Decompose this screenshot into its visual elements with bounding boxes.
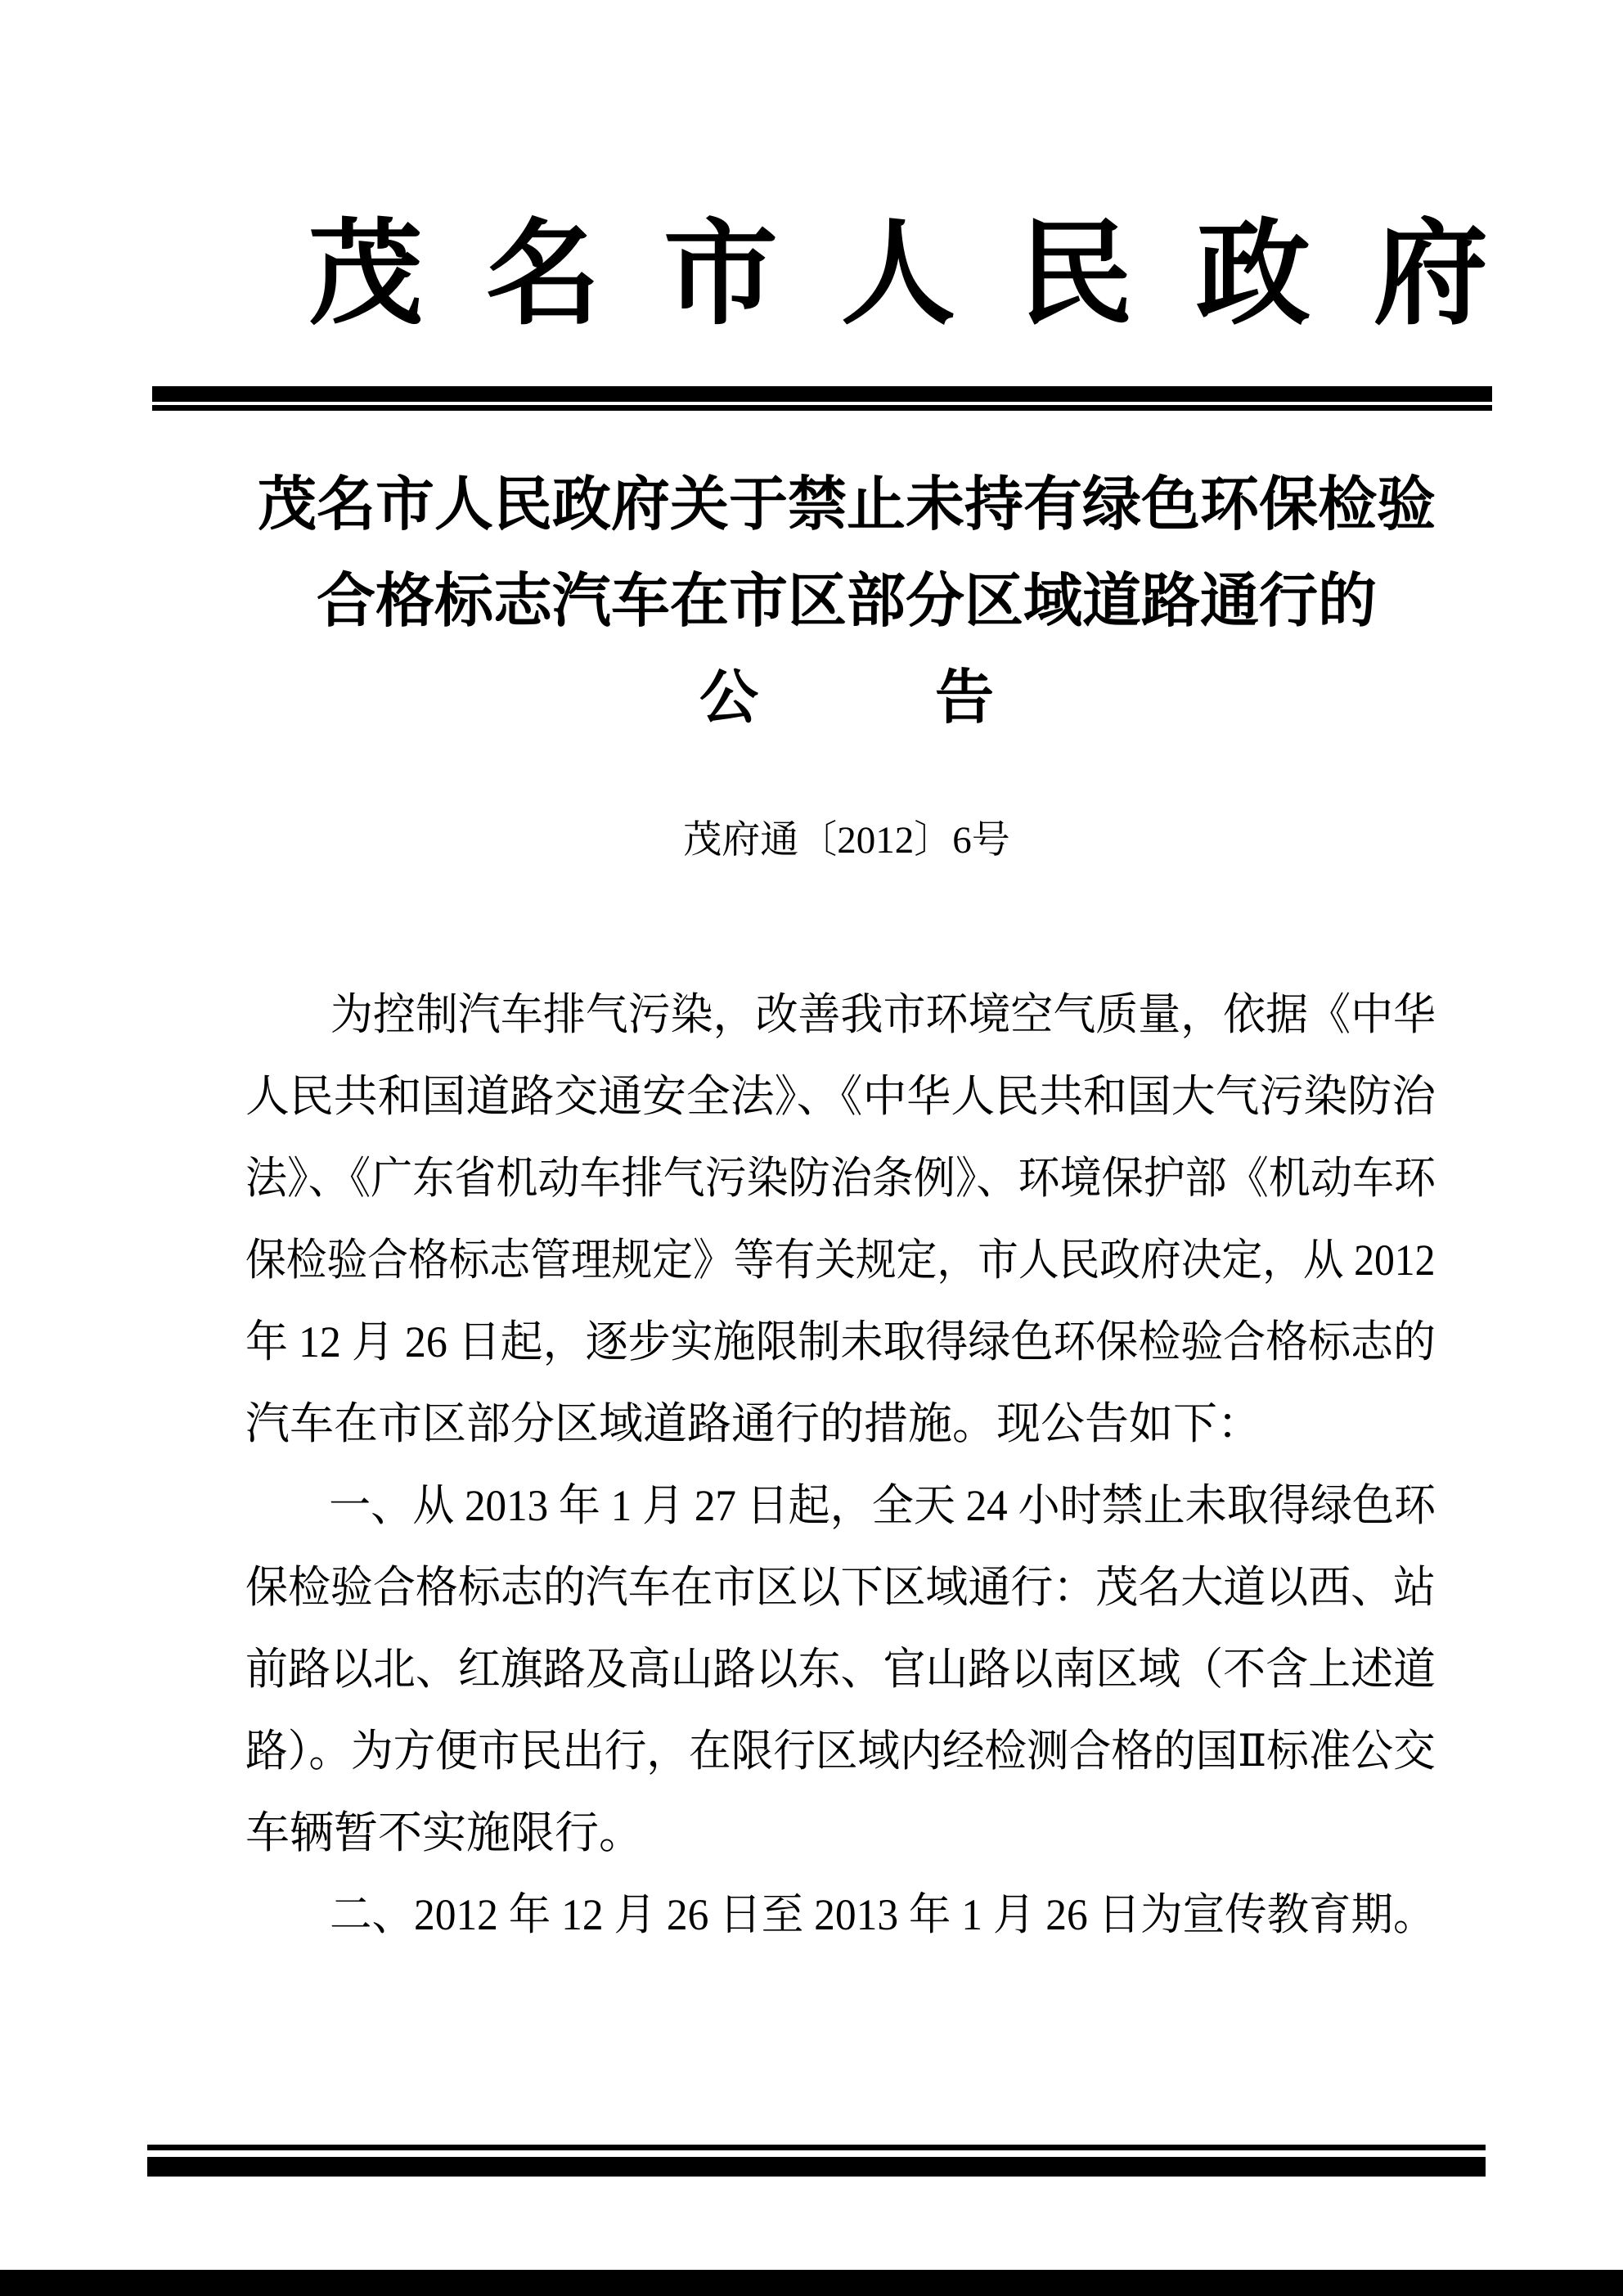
body-line: 车辆暂不实施限行。 <box>245 1808 643 1857</box>
body-line: 法》、《广东省机动车排气污染防治条例》、环境保护部《机动车环 <box>245 1154 1436 1203</box>
footer-rule-thick <box>147 2157 1486 2177</box>
doc-title-line-2: 合格标志汽车在市区部分区域道路通行的 <box>316 569 1377 634</box>
doc-title-line-1: 茂名市人民政府关于禁止未持有绿色环保检验 <box>257 472 1436 538</box>
body-line: 一、从 2013 年 1 月 27 日起，全天 24 小时禁止未取得绿色环 <box>329 1481 1436 1530</box>
doc-title-announcement-word: 公 告 <box>699 665 994 731</box>
document-title <box>245 457 1448 746</box>
body-line: 前路以北、红旗路及高山路以东、官山路以南区域（不含上述道 <box>245 1645 1436 1694</box>
masthead-double-rule <box>152 386 1492 411</box>
document-reference-number: 茂府通〔2012〕6号 <box>683 819 1010 862</box>
body-line: 汽车在市区部分区域道路通行的措施。现公告如下： <box>245 1399 1261 1448</box>
body-text <box>245 974 1436 1956</box>
scan-edge-artifact <box>0 2270 1623 2296</box>
body-line: 二、2012 年 12 月 26 日至 2013 年 1 月 26 日为宣传教育期。 <box>329 1890 1436 1939</box>
body-line: 路）。为方便市民出行，在限行区域内经检测合格的国Ⅱ标准公交 <box>245 1727 1436 1776</box>
body-line: 保检验合格标志的汽车在市区以下区域通行：茂名大道以西、站 <box>245 1563 1436 1612</box>
issuer-name: 茂名市人民政府 <box>308 212 1552 339</box>
masthead-rule-thin <box>152 405 1492 411</box>
masthead-rule-thick <box>152 386 1492 402</box>
body-line: 人民共和国道路交通安全法》、《中华人民共和国大气污染防治 <box>245 1072 1436 1121</box>
footer-rule-thin <box>147 2145 1486 2150</box>
body-line: 保检验合格标志管理规定》等有关规定，市人民政府决定，从 2012 <box>245 1236 1436 1285</box>
body-line: 为控制汽车排气污染，改善我市环境空气质量，依据《中华 <box>330 990 1436 1039</box>
body-line: 年 12 月 26 日起，逐步实施限制未取得绿色环保检验合格标志的 <box>245 1317 1436 1366</box>
footer-double-rule <box>147 2145 1486 2177</box>
